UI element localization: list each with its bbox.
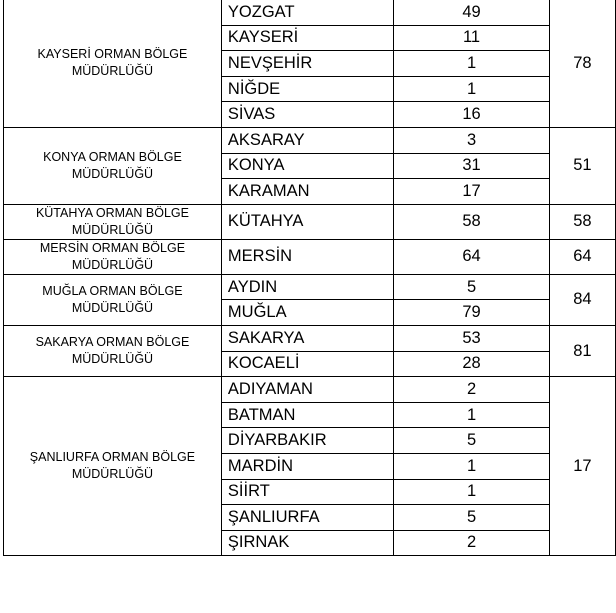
region-name-cell: KÜTAHYA ORMAN BÖLGE MÜDÜRLÜĞÜ [4,204,222,239]
count-cell: 2 [394,530,550,556]
province-cell: MUĞLA [221,300,393,326]
province-cell: KAYSERİ [221,25,393,51]
count-cell: 5 [394,428,550,454]
count-cell: 5 [394,274,550,300]
count-cell: 1 [394,51,550,77]
count-cell: 16 [394,102,550,128]
region-total-cell: 81 [549,325,615,376]
forest-region-table [3,0,616,556]
count-cell: 79 [394,300,550,326]
count-cell: 11 [394,25,550,51]
province-cell: AYDIN [221,274,393,300]
province-cell: ŞANLIURFA [221,505,393,531]
table-row [4,204,616,239]
province-cell: BATMAN [221,402,393,428]
table-row [4,127,616,153]
count-cell: 1 [394,76,550,102]
count-cell: 1 [394,402,550,428]
province-cell: NEVŞEHİR [221,51,393,77]
count-cell: 1 [394,453,550,479]
table-row [4,0,616,25]
province-cell: DİYARBAKIR [221,428,393,454]
province-cell: AKSARAY [221,127,393,153]
count-cell: 31 [394,153,550,179]
count-cell: 28 [394,351,550,377]
province-cell: SAKARYA [221,325,393,351]
region-name-cell: MUĞLA ORMAN BÖLGE MÜDÜRLÜĞÜ [4,274,222,325]
table-row [4,239,616,274]
table-row [4,325,616,351]
count-cell: 1 [394,479,550,505]
count-cell: 17 [394,179,550,205]
province-cell: NİĞDE [221,76,393,102]
province-cell: KARAMAN [221,179,393,205]
count-cell: 3 [394,127,550,153]
count-cell: 53 [394,325,550,351]
table-row [4,377,616,403]
region-name-cell: KONYA ORMAN BÖLGE MÜDÜRLÜĞÜ [4,127,222,204]
count-cell: 2 [394,377,550,403]
province-cell: ADIYAMAN [221,377,393,403]
province-cell: KOCAELİ [221,351,393,377]
region-name-cell: ŞANLIURFA ORMAN BÖLGE MÜDÜRLÜĞÜ [4,377,222,556]
province-cell: YOZGAT [221,0,393,25]
province-cell: SİİRT [221,479,393,505]
region-total-cell: 51 [549,127,615,204]
count-cell: 5 [394,505,550,531]
province-cell: KONYA [221,153,393,179]
count-cell: 58 [394,204,550,239]
region-total-cell: 58 [549,204,615,239]
table-body [4,0,616,556]
province-cell: SİVAS [221,102,393,128]
region-name-cell: KAYSERİ ORMAN BÖLGE MÜDÜRLÜĞÜ [4,0,222,127]
table-container [3,0,616,556]
province-cell: KÜTAHYA [221,204,393,239]
table-row [4,274,616,300]
count-cell: 64 [394,239,550,274]
region-name-cell: MERSİN ORMAN BÖLGE MÜDÜRLÜĞÜ [4,239,222,274]
province-cell: MERSİN [221,239,393,274]
region-total-cell: 64 [549,239,615,274]
region-total-cell: 78 [549,0,615,127]
region-total-cell: 84 [549,274,615,325]
region-name-cell: SAKARYA ORMAN BÖLGE MÜDÜRLÜĞÜ [4,325,222,376]
count-cell: 49 [394,0,550,25]
province-cell: MARDİN [221,453,393,479]
region-total-cell: 17 [549,377,615,556]
province-cell: ŞIRNAK [221,530,393,556]
